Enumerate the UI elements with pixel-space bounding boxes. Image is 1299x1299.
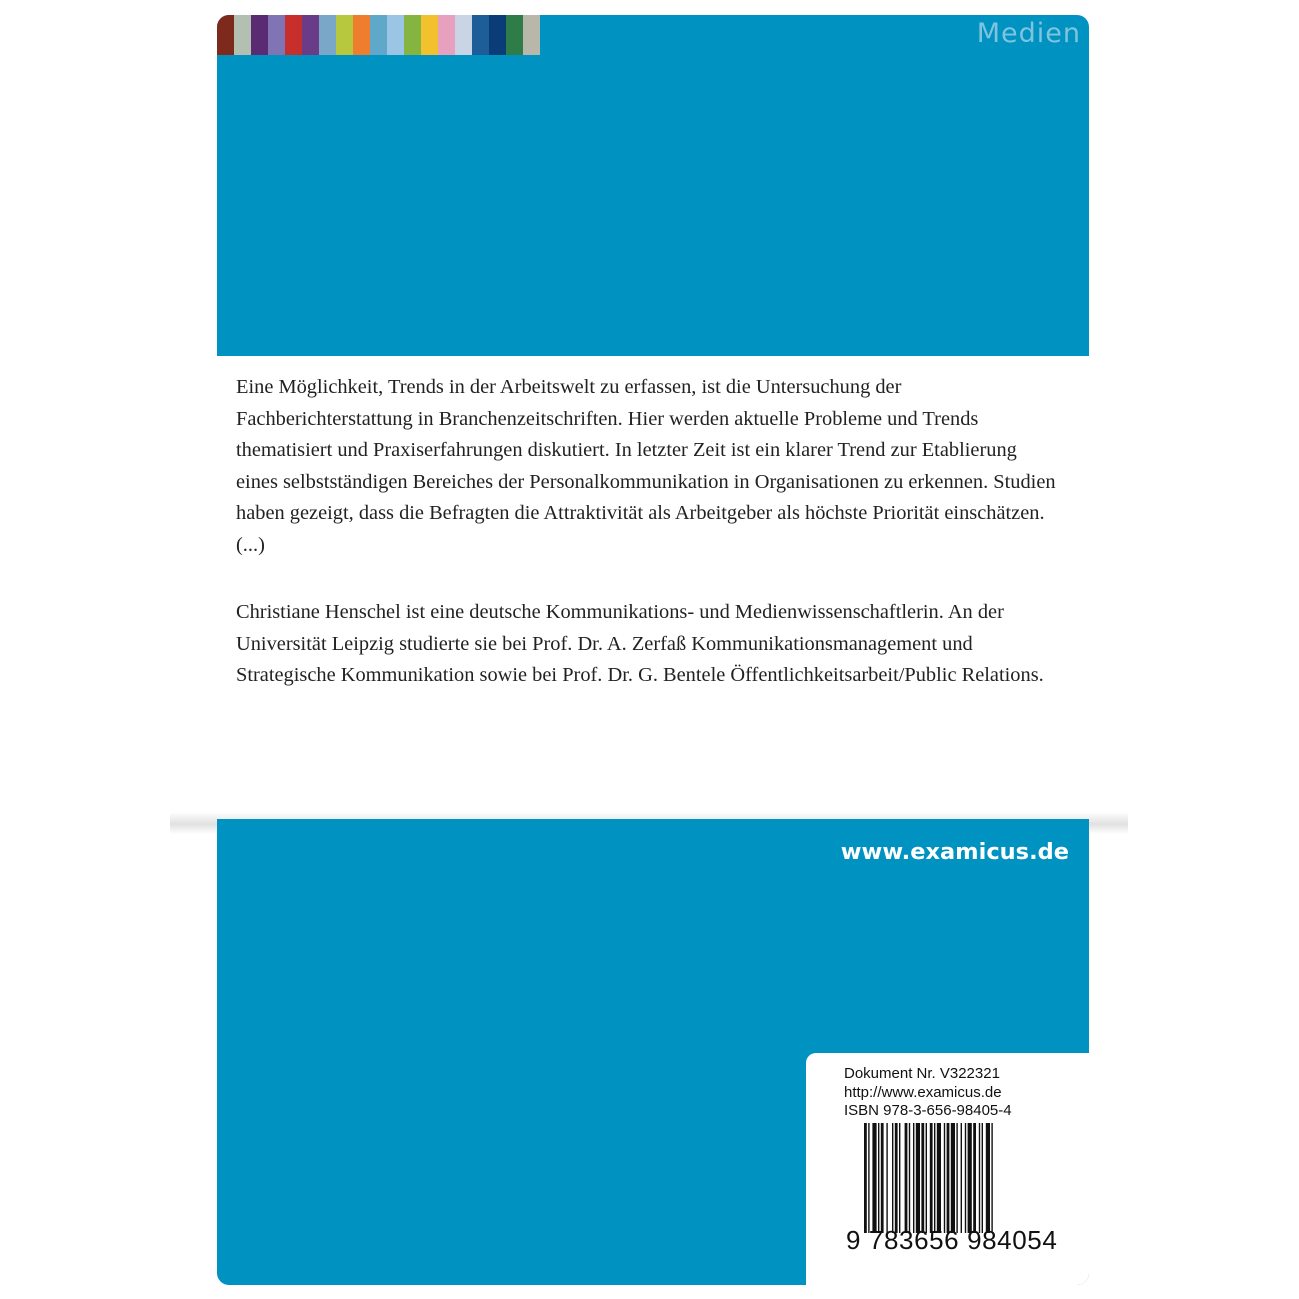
color-stripe bbox=[421, 15, 438, 55]
color-stripe bbox=[455, 15, 472, 55]
color-stripe bbox=[285, 15, 302, 55]
color-stripe bbox=[370, 15, 387, 55]
barcode-box bbox=[806, 1053, 1089, 1285]
color-stripe bbox=[387, 15, 404, 55]
color-stripe bbox=[353, 15, 370, 55]
color-stripe bbox=[523, 15, 540, 55]
description-paragraph: Eine Möglichkeit, Trends in der Arbeitswelt zu erfassen, ist die Untersuchung der Fachberichterstattung in Branchenzeitschriften. Hier werden aktuelle Probleme und Trends thematisiert und Praxiserfahrungen diskutiert. In letzter Zeit ist ein klarer Trend zur Etablierung eines selbstständigen Bereiches der Personalkommunikation in Organisationen zu erkennen. Studien haben gezeigt, dass die Befragten die Attraktivität als Arbeitgeber als höchste Priorität einschätzen. (...) bbox=[236, 376, 1056, 556]
author-bio: Christiane Henschel ist eine deutsche Kommunikations- und Medienwissenschaftlerin. An der Universität Leipzig studierte sie bei Prof. Dr. A. Zerfaß Kommunikationsmanagement und Strategische Kommunikation sowie bei Prof. Dr. G. Bentele Öffentlichkeitsarbeit/Public Relations. bbox=[236, 601, 1044, 687]
document-info bbox=[844, 1065, 1012, 1121]
color-stripe bbox=[404, 15, 421, 55]
color-stripe bbox=[217, 15, 234, 55]
series-label: Medien bbox=[976, 18, 1081, 49]
color-stripe bbox=[438, 15, 455, 55]
color-stripe bbox=[251, 15, 268, 55]
barcode-icon bbox=[864, 1123, 1070, 1233]
color-stripe bbox=[234, 15, 251, 55]
cover-top-panel bbox=[217, 15, 1089, 356]
color-stripe bbox=[472, 15, 489, 55]
document-number: Dokument Nr. V322321 bbox=[844, 1065, 1000, 1082]
color-stripe bbox=[302, 15, 319, 55]
document-url[interactable]: http://www.examicus.de bbox=[844, 1083, 1002, 1101]
publisher-website[interactable]: www.examicus.de bbox=[840, 839, 1069, 865]
color-stripes bbox=[217, 15, 540, 55]
color-stripe bbox=[319, 15, 336, 55]
color-stripe bbox=[268, 15, 285, 55]
color-stripe bbox=[506, 15, 523, 55]
color-stripe bbox=[336, 15, 353, 55]
barcode-digits: 9 783656 984054 bbox=[846, 1225, 1058, 1255]
cover-bottom-panel bbox=[217, 819, 1089, 1285]
isbn-number: ISBN 978-3-656-98405-4 bbox=[844, 1102, 1012, 1119]
color-stripe bbox=[489, 15, 506, 55]
